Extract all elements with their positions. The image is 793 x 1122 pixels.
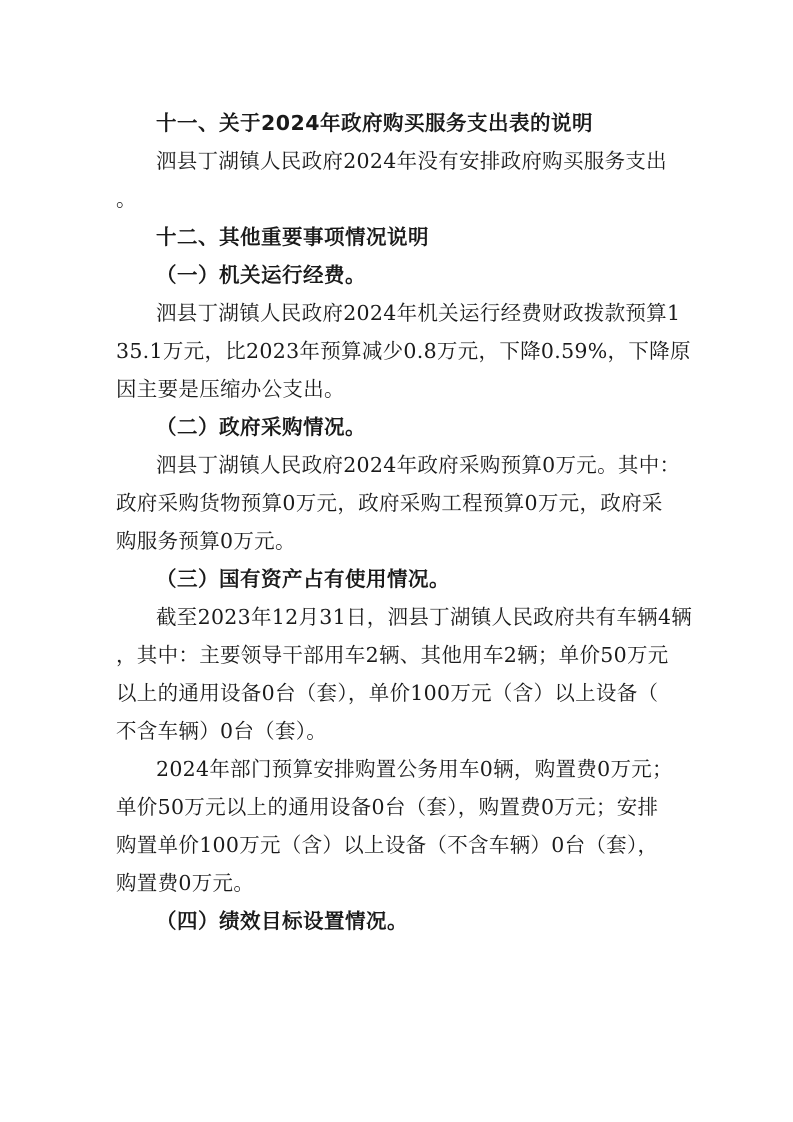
subsection-heading-4: （四）绩效目标设置情况。 (156, 909, 408, 933)
section-heading-11: 十一、关于2024年政府购买服务支出表的说明 (156, 111, 594, 135)
paragraph-line: 。 (116, 187, 137, 211)
subsection-heading-2: （二）政府采购情况。 (156, 415, 366, 439)
subsection-heading-1: （一）机关运行经费。 (156, 263, 366, 287)
paragraph-line: 泗县丁湖镇人民政府2024年机关运行经费财政拨款预算1 (156, 301, 681, 325)
paragraph-line: 单价50万元以上的通用设备0台（套），购置费0万元；安排 (116, 795, 659, 819)
section-heading-12: 十二、其他重要事项情况说明 (156, 225, 429, 249)
paragraph-line: 不含车辆）0台（套）。 (116, 719, 328, 743)
paragraph-line: 2024年部门预算安排购置公务用车0辆，购置费0万元； (156, 757, 673, 781)
paragraph-line: 购置费0万元。 (116, 871, 255, 895)
paragraph-line: 购服务预算0万元。 (116, 529, 296, 553)
paragraph-line: 泗县丁湖镇人民政府2024年没有安排政府购买服务支出 (156, 149, 667, 173)
paragraph-line: 35.1万元，比2023年预算减少0.8万元，下降0.59%，下降原 (116, 339, 691, 363)
paragraph-line: 泗县丁湖镇人民政府2024年政府采购预算0万元。其中： (156, 453, 681, 477)
paragraph-line: 以上的通用设备0台（套），单价100万元（含）以上设备（ (116, 681, 659, 705)
subsection-heading-3: （三）国有资产占有使用情况。 (156, 567, 450, 591)
paragraph-line: 政府采购货物预算0万元，政府采购工程预算0万元，政府采 (116, 491, 663, 515)
paragraph-line: ，其中：主要领导干部用车2辆、其他用车2辆；单价50万元 (116, 643, 669, 667)
paragraph-line: 截至2023年12月31日，泗县丁湖镇人民政府共有车辆4辆 (156, 605, 693, 629)
paragraph-line: 因主要是压缩办公支出。 (116, 377, 345, 401)
paragraph-line: 购置单价100万元（含）以上设备（不含车辆）0台（套）， (116, 833, 659, 857)
